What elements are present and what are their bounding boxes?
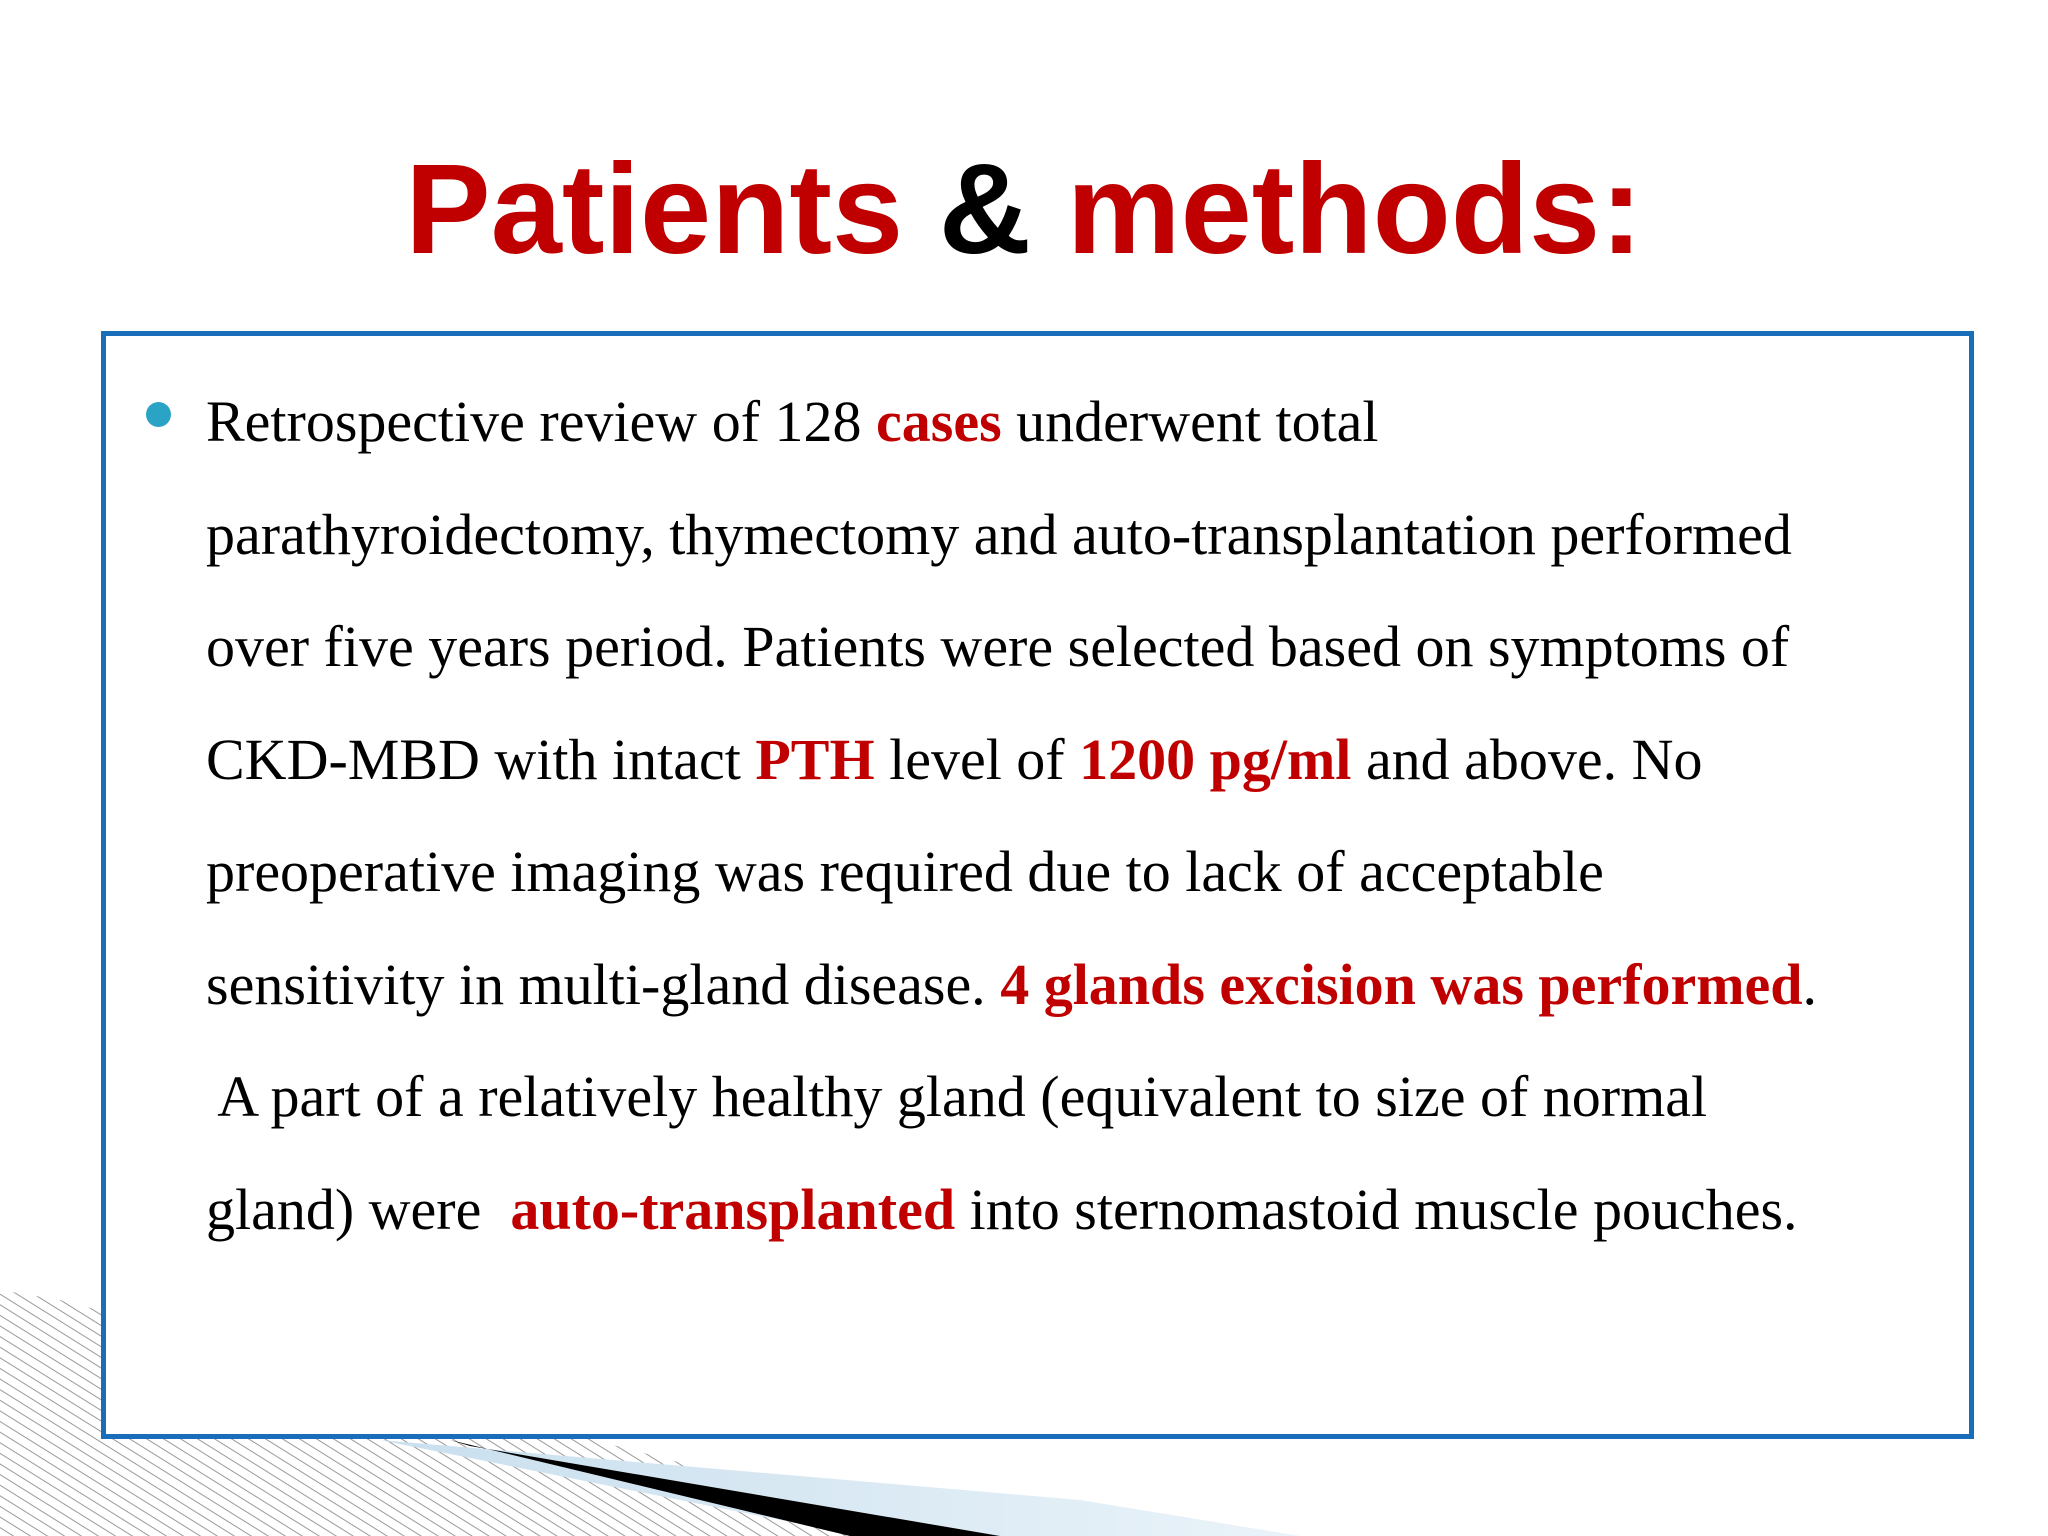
text-segment: over five years period. Patients were selected based on symptoms of [206, 614, 1790, 679]
bullet-icon [146, 402, 171, 427]
paragraph-line [206, 479, 1966, 592]
body-paragraph [206, 366, 1966, 1266]
title-part-patients: Patients [405, 138, 904, 281]
highlighted-term: cases [876, 389, 1002, 454]
text-segment: sensitivity in multi-gland disease. [206, 951, 1001, 1017]
text-segment: parathyroidectomy, thymectomy and auto-transplantation performed [206, 501, 1792, 567]
paragraph-line [206, 704, 1966, 817]
paragraph-line [206, 816, 1966, 929]
highlighted-term: 1200 pg/ml [1079, 726, 1352, 792]
text-segment: Retrospective review of 128 [206, 389, 877, 454]
highlighted-term: PTH [755, 726, 875, 792]
text-segment: A part of a relatively healthy gland (equivalent to size of normal [206, 1064, 1708, 1129]
text-segment: into sternomastoid muscle pouches. [955, 1176, 1798, 1242]
highlighted-term: auto-transplanted [510, 1176, 956, 1242]
paragraph-line [206, 591, 1966, 704]
text-segment: underwent total [1001, 389, 1379, 454]
text-segment: gland) were [206, 1176, 511, 1242]
paragraph-line [206, 366, 1966, 479]
text-segment: preoperative imaging was required due to lack of acceptable [206, 839, 1604, 904]
paragraph-line [206, 1154, 1966, 1267]
text-segment: . [1802, 951, 1818, 1017]
highlighted-term: 4 glands excision was performed [1000, 951, 1803, 1017]
paragraph-line [206, 929, 1966, 1042]
text-segment: level of [874, 726, 1080, 792]
title-part-ampersand: & [903, 138, 1067, 281]
title-part-methods: methods: [1066, 138, 1643, 281]
paragraph-line [206, 1041, 1966, 1154]
text-segment: and above. No [1351, 726, 1703, 792]
text-segment: CKD-MBD with intact [206, 726, 756, 792]
slide-title [0, 130, 2048, 290]
